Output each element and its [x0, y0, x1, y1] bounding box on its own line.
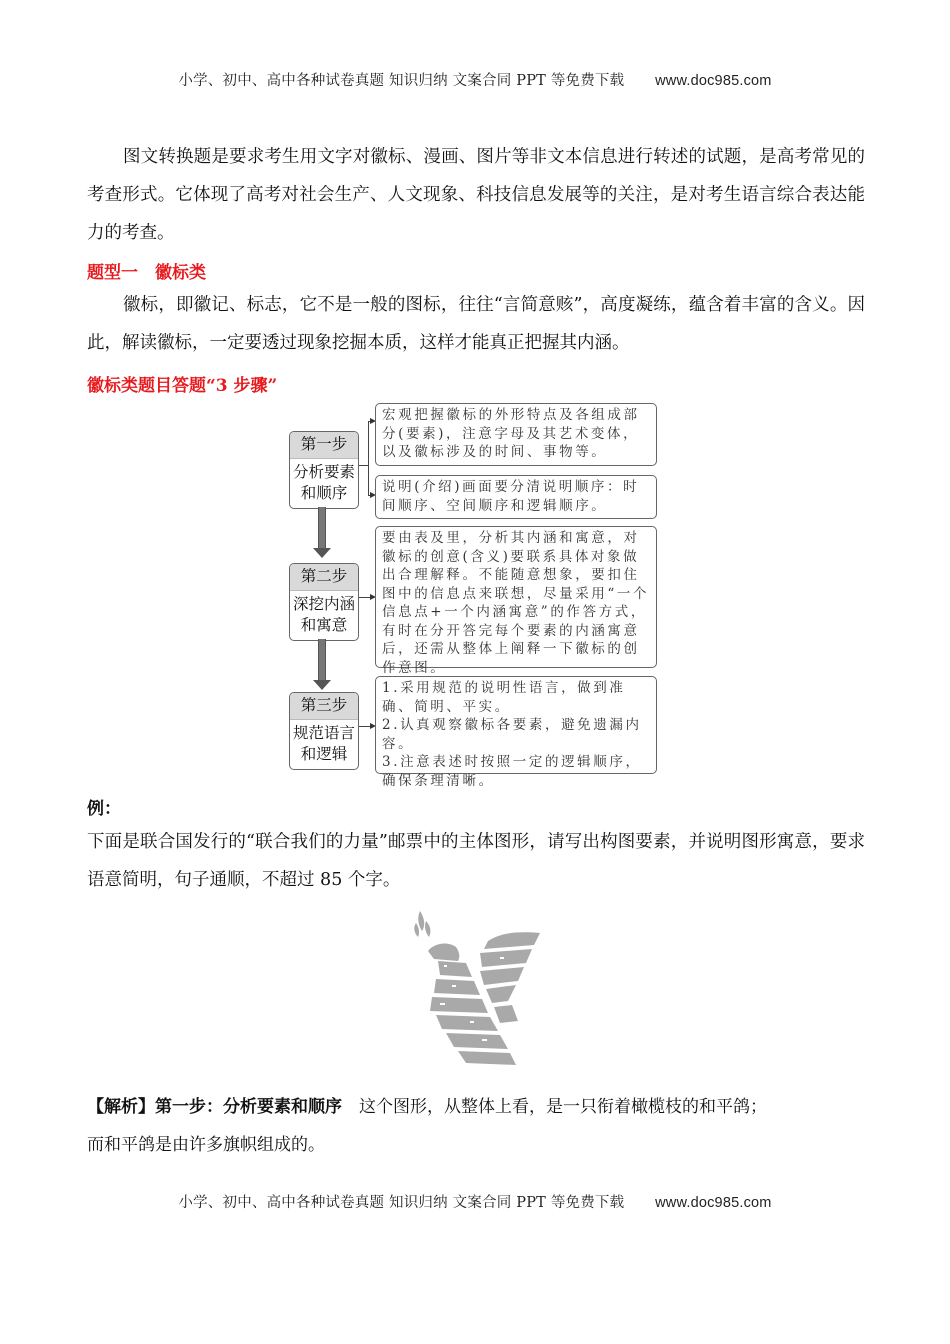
peace-dove-figure	[400, 905, 560, 1070]
step-title: 第三步	[290, 693, 358, 720]
steps-subheading: 徽标类题目答题“3 步骤”	[87, 376, 278, 396]
step-title: 第一步	[290, 432, 358, 459]
step-detail-text: 2.认真观察徽标各要素，避免遗漏内容。	[382, 717, 642, 752]
step-name-line: 深挖内涵	[292, 595, 355, 613]
analysis-text: 而和平鸽是由许多旗帜组成的。	[87, 1135, 325, 1155]
peace-dove-icon	[400, 905, 560, 1070]
step-detail-text: 3.注意表述时按照一定的逻辑顺序，确保条理清晰。	[382, 754, 642, 789]
step-detail-text: 1.采用规范的说明性语言，做到准确、简明、平实。	[382, 680, 626, 715]
arrow-down-icon	[318, 507, 326, 549]
step-detail-text: 宏观把握徽标的外形特点及各组成部分(要素)，注意字母及其艺术变体，以及徽标涉及的时间、事物等。	[382, 407, 640, 460]
step-name-line: 和寓意	[300, 616, 348, 634]
step-name-line: 分析要素	[292, 463, 355, 481]
footer-url[interactable]: www.doc985.com	[655, 1195, 772, 1211]
step-name-line: 规范语言	[292, 724, 355, 742]
intro-paragraph: 图文转换题是要求考生用文字对徽标、漫画、图片等非文本信息进行转述的试题，是高考常见的考查形式。它体现了高考对社会生产、人文现象、科技信息发展等的关注，是对考生语言综合表达能力的考查。	[87, 147, 865, 243]
step-box-1	[289, 431, 359, 509]
section-paragraph: 徽标，即徽记、标志，它不是一般的图标，往往“言简意赅”，高度凝练，蕴含着丰富的含义。因此，解读徽标，一定要透过现象挖掘本质，这样才能真正把握其内涵。	[87, 295, 865, 353]
analysis-label: 【解析】第一步：分析要素和顺序	[87, 1097, 342, 1117]
step-detail-box	[375, 526, 657, 676]
step-name-line: 和顺序	[300, 484, 348, 502]
step-detail-text: 说明(介绍)画面要分清说明顺序：时间顺序、空间顺序和逻辑顺序。	[382, 479, 640, 514]
example-question: 下面是联合国发行的“联合我们的力量”邮票中的主体图形，请写出构图要素，并说明图形寓意，要求语意简明，句子通顺，不超过 85 个字。	[87, 832, 865, 890]
step-detail-box	[375, 676, 657, 789]
step-detail-text: 要由表及里，分析其内涵和寓意，对徽标的创意(含义)要联系具体对象做出合理解释。不能随意想象，要扣住图中的信息点来联想，尽量采用“一个信息点+一个内涵寓意”的作答方式，有时在分开答完每个要素的内涵寓意后，还需从整体上阐释一下徽标的创作意图。	[382, 530, 650, 676]
connector-line	[359, 465, 368, 466]
footer-text: 小学、初中、高中各种试卷真题 知识归纳 文案合同 PPT 等免费下载	[178, 1195, 625, 1211]
page-header	[0, 69, 950, 90]
header-text: 小学、初中、高中各种试卷真题 知识归纳 文案合同 PPT 等免费下载	[178, 73, 625, 89]
section-heading: 题型一 徽标类	[87, 263, 206, 283]
analysis-paragraph	[87, 1088, 865, 1164]
example-label: 例：	[87, 799, 121, 819]
step-box-2	[289, 563, 359, 641]
analysis-text: 这个图形，从整体上看，是一只衔着橄榄枝的和平鸽；	[342, 1097, 767, 1117]
step-detail-box	[375, 475, 657, 519]
step-name-line: 和逻辑	[300, 745, 348, 763]
connector-line	[368, 421, 369, 495]
header-url[interactable]: www.doc985.com	[655, 73, 772, 89]
arrow-down-icon	[318, 639, 326, 681]
step-title: 第二步	[290, 564, 358, 591]
page-footer	[0, 1191, 950, 1212]
flowchart	[287, 403, 662, 789]
step-box-3	[289, 692, 359, 770]
step-detail-box	[375, 403, 657, 466]
